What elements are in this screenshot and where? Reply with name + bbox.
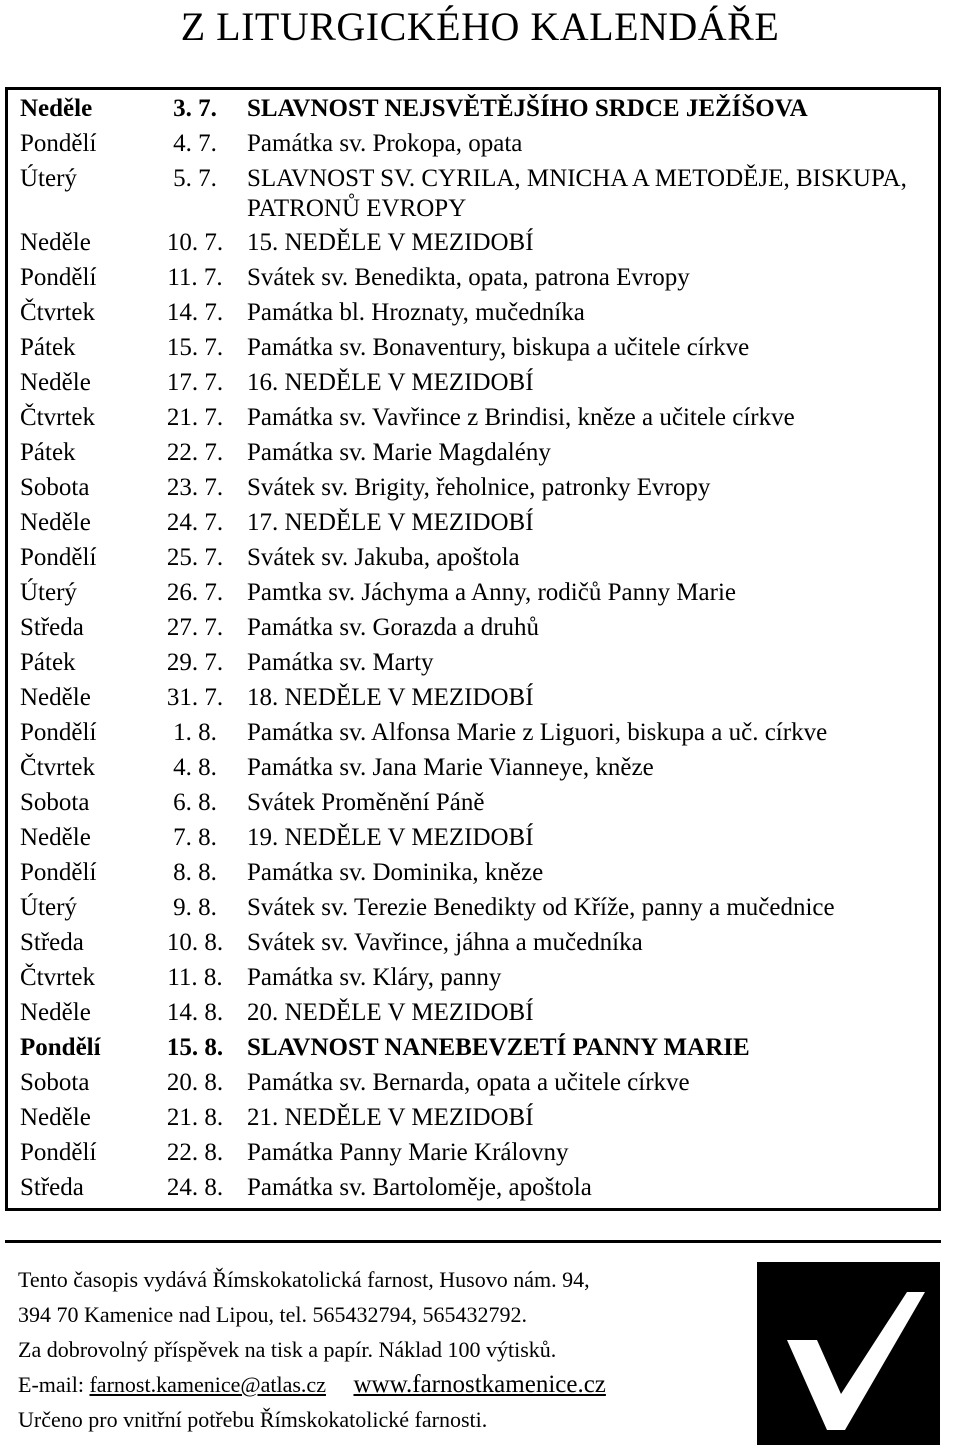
day-cell: Pondělí [20,719,97,746]
calendar-row [8,681,938,716]
event-cell: Svátek sv. Jakuba, apoštola [247,544,520,571]
day-cell: Neděle [20,509,91,536]
calendar-row [8,436,938,471]
date-cell: 23. 7. [166,474,224,501]
event-cell: Památka sv. Dominika, kněze [247,859,544,886]
liturgical-calendar-table [8,92,938,1206]
day-cell: Středa [20,1174,84,1201]
day-cell: Neděle [20,1104,91,1131]
event-cell: Památka sv. Marie Magdalény [247,439,551,466]
calendar-row [8,821,938,856]
event-cell: 17. NEDĚLE V MEZIDOBÍ [247,509,534,536]
day-cell: Pátek [20,439,76,466]
day-cell: Pondělí [20,1139,97,1166]
event-cell: Svátek sv. Vavřince, jáhna a mučedníka [247,929,643,956]
day-cell: Pondělí [20,859,97,886]
date-cell: 14. 7. [166,299,224,326]
calendar-row [8,226,938,261]
day-cell: Pondělí [20,264,97,291]
website-link[interactable]: www.farnostkamenice.cz [353,1371,606,1398]
calendar-row [8,1066,938,1101]
event-cell: Památka sv. Kláry, panny [247,964,502,991]
calendar-row [8,996,938,1031]
day-cell: Pátek [20,334,76,361]
calendar-row [8,1171,938,1206]
event-cell: Památka sv. Alfonsa Marie z Liguori, biskupa a uč. církve [247,719,828,746]
calendar-row [8,162,938,226]
event-cell: Svátek sv. Terezie Benedikty od Kříže, panny a mučednice [247,894,835,921]
date-cell: 31. 7. [166,684,224,711]
event-cell: 16. NEDĚLE V MEZIDOBÍ [247,369,534,396]
calendar-row [8,1031,938,1066]
date-cell: 21. 8. [166,1104,224,1131]
date-cell: 17. 7. [166,369,224,396]
date-cell: 22. 7. [166,439,224,466]
day-cell: Středa [20,614,84,641]
date-cell: 14. 8. [166,999,224,1026]
day-cell: Čtvrtek [20,404,95,431]
day-cell: Neděle [20,229,91,256]
event-cell: Pamtka sv. Jáchyma a Anny, rodičů Panny Marie [247,579,737,606]
day-cell: Pátek [20,649,76,676]
day-cell: Úterý [20,894,77,921]
calendar-row [8,961,938,996]
calendar-row [8,751,938,786]
calendar-row [8,926,938,961]
publisher-line: Tento časopis vydává Římskokatolická farnost, Husovo nám. 94, [18,1267,590,1292]
calendar-row [8,296,938,331]
price-line: Za dobrovolný příspěvek na tisk a papír. Náklad 100 výtisků. [18,1337,557,1362]
event-cell: SLAVNOST SV. CYRILA, MNICHA A METODĚJE, BISKUPA, PATRONŮ EVROPY [247,165,907,222]
calendar-row [8,471,938,506]
usage-note: Určeno pro vnitřní potřebu Římskokatolické farnosti. [18,1407,488,1432]
day-cell: Neděle [20,369,91,396]
event-cell: Památka bl. Hroznaty, mučedníka [247,299,585,326]
date-cell: 5. 7. [173,165,217,192]
date-cell: 27. 7. [166,614,224,641]
event-cell: Památka Panny Marie Královny [247,1139,569,1166]
event-cell: Památka sv. Gorazda a druhů [247,614,540,641]
calendar-row [8,646,938,681]
event-cell: Svátek sv. Brigity, řeholnice, patronky Evropy [247,474,711,501]
email-link[interactable]: farnost.kamenice@atlas.cz [89,1372,326,1397]
calendar-row [8,856,938,891]
date-cell: 1. 8. [173,719,217,746]
date-cell: 20. 8. [166,1069,224,1096]
calendar-row [8,786,938,821]
date-cell: 22. 8. [166,1139,224,1166]
day-cell: Středa [20,929,84,956]
calendar-row [8,611,938,646]
contact-line [18,1367,738,1402]
day-cell: Sobota [20,474,90,501]
event-cell: Svátek sv. Benedikta, opata, patrona Evropy [247,264,690,291]
page-title: Z LITURGICKÉHO KALENDÁŘE [180,4,780,49]
date-cell: 6. 8. [173,789,217,816]
day-cell: Pondělí [20,1034,101,1061]
day-cell: Pondělí [20,130,97,157]
event-cell: Památka sv. Jana Marie Vianneye, kněze [247,754,654,781]
date-cell: 8. 8. [173,859,217,886]
day-cell: Sobota [20,789,90,816]
day-cell: Úterý [20,579,77,606]
day-cell: Pondělí [20,544,97,571]
calendar-row [8,401,938,436]
date-cell: 11. 7. [167,264,223,291]
date-cell: 4. 8. [173,754,217,781]
event-cell: 18. NEDĚLE V MEZIDOBÍ [247,684,534,711]
date-cell: 7. 8. [173,824,217,851]
date-cell: 10. 7. [166,229,224,256]
event-cell: 20. NEDĚLE V MEZIDOBÍ [247,999,534,1026]
calendar-row [8,366,938,401]
date-cell: 15. 7. [166,334,224,361]
event-cell: 19. NEDĚLE V MEZIDOBÍ [247,824,534,851]
date-cell: 25. 7. [166,544,224,571]
day-cell: Čtvrtek [20,754,95,781]
date-cell: 15. 8. [166,1034,224,1061]
calendar-row [8,127,938,162]
calendar-row [8,1101,938,1136]
calendar-row [8,576,938,611]
date-cell: 24. 8. [166,1174,224,1201]
event-cell: Památka sv. Prokopa, opata [247,130,523,157]
address-line: 394 70 Kamenice nad Lipou, tel. 565432794, 565432792. [18,1302,527,1327]
day-cell: Čtvrtek [20,964,95,991]
event-cell: Památka sv. Vavřince z Brindisi, kněze a učitele církve [247,404,795,431]
day-cell: Čtvrtek [20,299,95,326]
date-cell: 9. 8. [173,894,217,921]
calendar-rows [8,92,938,1206]
checkmark-logo-icon [757,1262,940,1445]
date-cell: 29. 7. [166,649,224,676]
event-cell: SLAVNOST NANEBEVZETÍ PANNY MARIE [247,1034,750,1061]
calendar-row [8,716,938,751]
calendar-row [8,541,938,576]
day-cell: Neděle [20,95,93,122]
date-cell: 24. 7. [166,509,224,536]
checkmark-icon [757,1262,940,1445]
event-cell: 21. NEDĚLE V MEZIDOBÍ [247,1104,534,1131]
day-cell: Sobota [20,1069,90,1096]
event-cell: Památka sv. Marty [247,649,434,676]
calendar-row [8,506,938,541]
event-cell: 15. NEDĚLE V MEZIDOBÍ [247,229,534,256]
day-cell: Neděle [20,684,91,711]
date-cell: 10. 8. [166,929,224,956]
event-cell: Svátek Proměnění Páně [247,789,485,816]
day-cell: Úterý [20,165,77,192]
footer-divider [5,1240,941,1243]
day-cell: Neděle [20,824,91,851]
email-label: E-mail: [18,1372,84,1397]
date-cell: 4. 7. [173,130,217,157]
date-cell: 21. 7. [166,404,224,431]
event-cell: Památka sv. Bartoloměje, apoštola [247,1174,592,1201]
event-cell: Památka sv. Bernarda, opata a učitele církve [247,1069,690,1096]
calendar-row [8,891,938,926]
liturgical-calendar-box [5,87,941,1211]
date-cell: 11. 8. [167,964,223,991]
event-cell: Památka sv. Bonaventury, biskupa a učitele církve [247,334,750,361]
event-cell: SLAVNOST NEJSVĚTĚJŠÍHO SRDCE JEŽÍŠOVA [247,95,808,122]
date-cell: 3. 7. [173,95,217,122]
calendar-row [8,261,938,296]
calendar-row [8,331,938,366]
day-cell: Neděle [20,999,91,1026]
publisher-info [18,1262,738,1437]
calendar-row [8,1136,938,1171]
calendar-row [8,92,938,127]
date-cell: 26. 7. [166,579,224,606]
